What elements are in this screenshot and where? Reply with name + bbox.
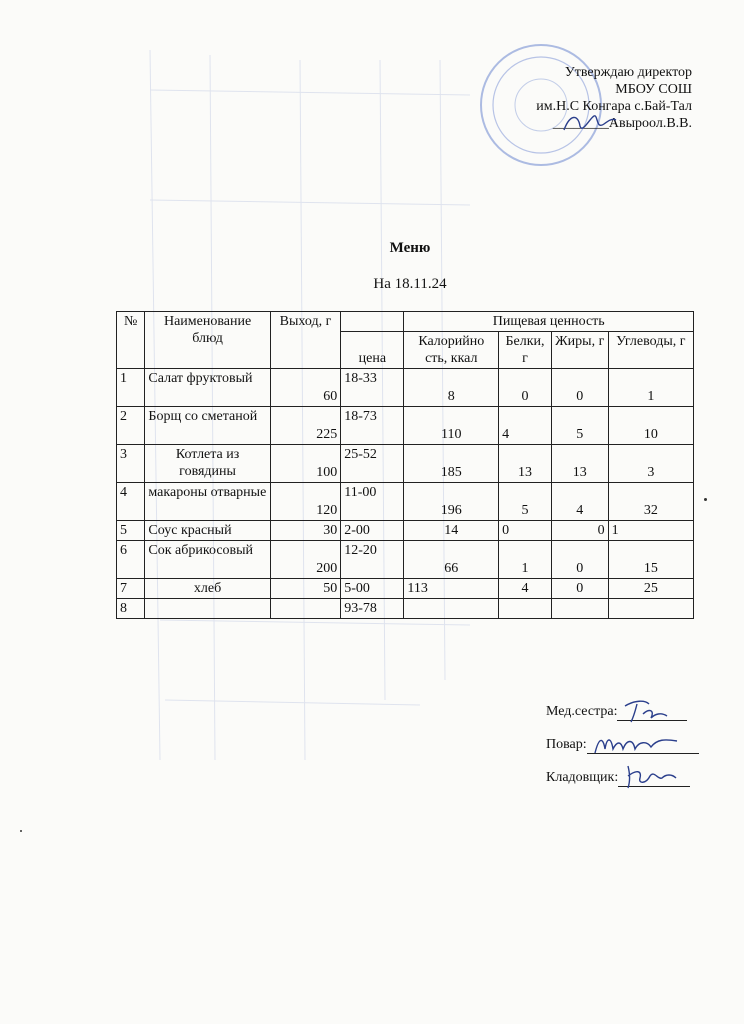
row-protein: 0 [499, 521, 552, 541]
table-row [117, 483, 694, 521]
header-carbs: Углеводы, г [608, 332, 693, 369]
speck-mark [20, 830, 22, 832]
table-row [117, 407, 694, 445]
director-signature-blank: ________ [552, 116, 609, 131]
header-yield: Выход, г [270, 312, 341, 369]
row-calories: 66 [404, 541, 499, 579]
row-calories: 196 [404, 483, 499, 521]
row-fat: 0 [551, 541, 608, 579]
row-name: Борщ со сметаной [145, 407, 270, 445]
table-row [117, 369, 694, 407]
row-fat [551, 599, 608, 619]
row-carbs: 10 [608, 407, 693, 445]
storekeeper-signature-row [546, 754, 699, 787]
row-yield: 200 [270, 541, 341, 579]
row-yield: 30 [270, 521, 341, 541]
row-price: 25-52 [341, 445, 404, 483]
row-price: 18-33 [341, 369, 404, 407]
header-protein: Белки, г [499, 332, 552, 369]
table-row [117, 445, 694, 483]
row-price: 5-00 [341, 579, 404, 599]
approval-line-2: МБОУ СОШ [615, 82, 692, 97]
storekeeper-signature-line [618, 768, 690, 787]
row-calories: 14 [404, 521, 499, 541]
approval-line-3: им.Н.С Конгара с.Бай-Тал [536, 99, 692, 114]
header-num: № [117, 312, 145, 369]
row-yield: 120 [270, 483, 341, 521]
header-price-top [341, 312, 404, 332]
row-protein: 4 [499, 407, 552, 445]
row-carbs: 25 [608, 579, 693, 599]
row-calories: 8 [404, 369, 499, 407]
row-carbs [608, 599, 693, 619]
row-protein: 0 [499, 369, 552, 407]
cook-label: Повар: [546, 737, 587, 752]
row-fat: 0 [551, 521, 608, 541]
row-num: 1 [117, 369, 145, 407]
row-name [145, 599, 270, 619]
row-num: 3 [117, 445, 145, 483]
nurse-signature-line [617, 702, 687, 721]
approval-line-1: Утверждаю директор [564, 65, 692, 80]
row-yield: 60 [270, 369, 341, 407]
row-fat: 0 [551, 369, 608, 407]
director-signature [560, 110, 620, 136]
storekeeper-label: Кладовщик: [546, 770, 619, 785]
row-protein: 13 [499, 445, 552, 483]
row-fat: 5 [551, 407, 608, 445]
row-calories: 113 [404, 579, 499, 599]
row-num: 8 [117, 599, 145, 619]
table-row [117, 599, 694, 619]
row-calories [404, 599, 499, 619]
cook-signature-row [546, 721, 699, 754]
row-num: 4 [117, 483, 145, 521]
row-carbs: 32 [608, 483, 693, 521]
row-price: 12-20 [341, 541, 404, 579]
row-num: 6 [117, 541, 145, 579]
table-row [117, 541, 694, 579]
signatures-block [546, 688, 699, 787]
row-name: макароны отварные [145, 483, 270, 521]
nurse-signature-row [546, 688, 699, 721]
row-calories: 185 [404, 445, 499, 483]
row-yield: 100 [270, 445, 341, 483]
row-name: хлеб [145, 579, 270, 599]
header-fat: Жиры, г [551, 332, 608, 369]
row-name: Котлета из говядины [145, 445, 270, 483]
row-price: 2-00 [341, 521, 404, 541]
header-nutrition: Пищевая ценность [404, 312, 694, 332]
row-protein: 4 [499, 579, 552, 599]
row-fat: 4 [551, 483, 608, 521]
row-carbs: 1 [608, 369, 693, 407]
nurse-signature [621, 698, 671, 724]
row-yield: 50 [270, 579, 341, 599]
header-price: цена [341, 332, 404, 369]
row-price: 18-73 [341, 407, 404, 445]
menu-date: На 18.11.24 [373, 276, 447, 292]
row-name: Салат фруктовый [145, 369, 270, 407]
cook-signature [591, 731, 681, 757]
row-name: Сок абрикосовый [145, 541, 270, 579]
nurse-label: Мед.сестра: [546, 704, 618, 719]
storekeeper-signature [622, 762, 682, 790]
row-protein: 5 [499, 483, 552, 521]
row-num: 2 [117, 407, 145, 445]
header-name: Наименование блюд [145, 312, 270, 369]
row-yield [270, 599, 341, 619]
row-num: 7 [117, 579, 145, 599]
row-fat: 0 [551, 579, 608, 599]
row-carbs: 15 [608, 541, 693, 579]
header-calories: Калорийно сть, ккал [404, 332, 499, 369]
row-price: 11-00 [341, 483, 404, 521]
row-calories: 110 [404, 407, 499, 445]
approval-block [536, 64, 692, 132]
director-name: Авыроол.В.В. [608, 116, 692, 131]
row-price-total: 93-78 [341, 599, 404, 619]
table-row [117, 521, 694, 541]
row-carbs: 1 [608, 521, 693, 541]
row-num: 5 [117, 521, 145, 541]
row-protein: 1 [499, 541, 552, 579]
row-name: Соус красный [145, 521, 270, 541]
row-carbs: 3 [608, 445, 693, 483]
row-yield: 225 [270, 407, 341, 445]
row-fat: 13 [551, 445, 608, 483]
table-row [117, 579, 694, 599]
table-header-row [117, 312, 694, 332]
cook-signature-line [587, 735, 699, 754]
speck-mark [704, 498, 707, 501]
page-title: Меню [389, 240, 431, 256]
menu-table [116, 311, 694, 619]
row-protein [499, 599, 552, 619]
